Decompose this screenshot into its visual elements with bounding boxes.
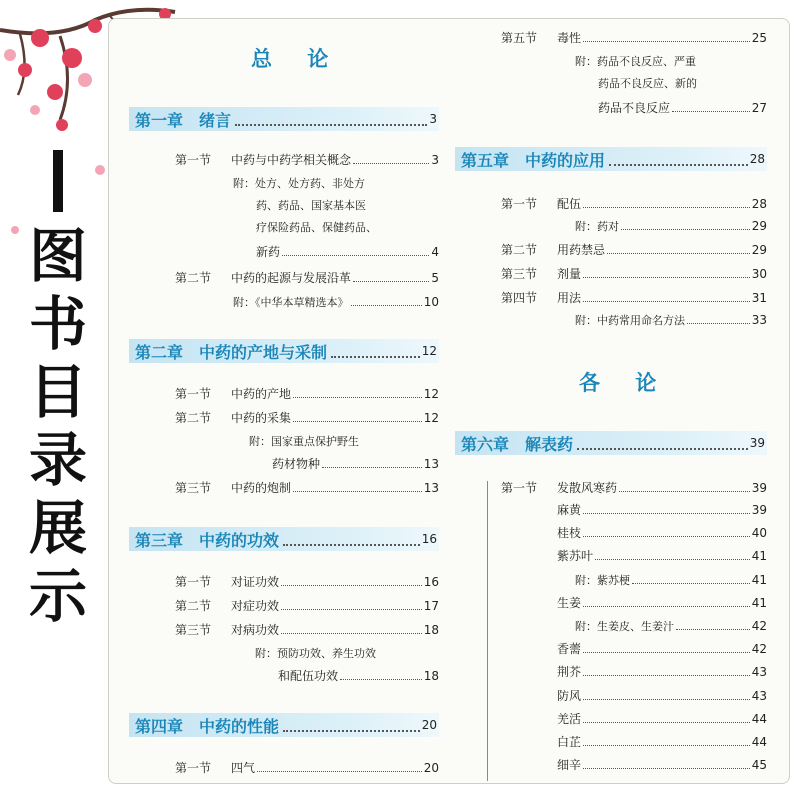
section-number: 第三节 — [175, 623, 212, 637]
page-number: 42 — [751, 619, 767, 633]
leader-dots — [353, 281, 429, 282]
chapter-page: 3 — [429, 112, 437, 126]
leader-dots — [583, 536, 750, 537]
leader-dots — [676, 629, 750, 630]
appendix-note: 附：《中华本草精选本》 — [233, 296, 349, 309]
page-number: 18 — [423, 623, 439, 637]
leader-dots — [583, 207, 750, 208]
leader-dots — [281, 633, 422, 634]
part-title-general: 总 论 — [251, 47, 343, 71]
page-number: 43 — [751, 665, 767, 680]
leader-dots — [621, 229, 750, 230]
section-title: 对病功效 — [231, 623, 280, 637]
page-number: 33 — [751, 313, 767, 327]
title-bar-decoration — [53, 150, 63, 212]
chapter-2 — [129, 339, 439, 363]
page-number: 30 — [751, 267, 767, 281]
chapter-title: 第五章 中药的应用 — [461, 150, 606, 170]
page-number: 16 — [423, 575, 439, 589]
leader-dots — [293, 491, 422, 492]
appendix-note: 药品不良反应 — [598, 101, 671, 115]
section-title: 中药的起源与发展沿革 — [231, 271, 352, 285]
section-title: 中药的产地 — [231, 387, 292, 401]
page-number: 41 — [751, 572, 767, 587]
leader-dots — [293, 421, 422, 422]
chapter-1 — [129, 107, 439, 131]
herb-name: 麻黄 — [557, 503, 582, 517]
appendix-note: 附：药品不良反应、严重 — [575, 55, 696, 68]
herb-name: 白芷 — [557, 735, 582, 749]
appendix-note: 和配伍功效 — [278, 669, 339, 683]
leader-dots — [687, 323, 750, 324]
section-title: 发散风寒药 — [557, 481, 618, 495]
toc-entry — [575, 311, 767, 329]
page-number: 18 — [423, 669, 439, 683]
toc-entry — [175, 759, 439, 777]
toc-entry — [575, 217, 767, 235]
section-number: 第二节 — [175, 271, 212, 285]
chapter-title: 第四章 中药的性能 — [135, 716, 280, 736]
herb-entry — [557, 594, 767, 612]
herb-name: 荆芥 — [557, 665, 582, 680]
leader-dots — [595, 559, 750, 560]
herb-entry — [557, 756, 767, 774]
leader-dots — [672, 111, 750, 112]
appendix-note: 附：中药常用命名方法 — [575, 314, 685, 327]
herb-entry — [557, 687, 767, 705]
page-number: 25 — [751, 31, 767, 45]
page-number: 29 — [751, 219, 767, 233]
side-title — [28, 150, 88, 630]
toc-entry — [272, 455, 439, 473]
section-number: 第一节 — [175, 387, 212, 401]
toc-entry — [175, 385, 439, 403]
leader-dots — [577, 436, 748, 450]
page-number: 17 — [423, 599, 439, 613]
appendix-note: 新药 — [256, 245, 281, 259]
herb-appendix-entry — [575, 617, 767, 635]
section-title: 中药的炮制 — [231, 481, 292, 495]
section-title: 用法 — [557, 291, 582, 305]
toc-entry — [501, 241, 767, 259]
section-number: 第二节 — [175, 411, 212, 425]
leader-dots — [282, 255, 429, 256]
leader-dots — [235, 112, 427, 126]
leader-dots — [283, 532, 420, 546]
leader-dots — [283, 718, 420, 732]
appendix-note: 附：药对 — [575, 220, 619, 233]
toc-entry — [233, 293, 439, 311]
page-number: 45 — [751, 758, 767, 773]
toc-entry — [175, 621, 439, 639]
chapter-page: 12 — [421, 344, 437, 358]
section-number: 第一节 — [501, 481, 538, 495]
section-number: 第五节 — [501, 31, 538, 45]
leader-dots — [609, 152, 748, 166]
page-number: 40 — [751, 526, 767, 541]
toc-entry — [501, 265, 767, 283]
leader-dots — [331, 344, 420, 358]
leader-dots — [583, 277, 750, 278]
section-number: 第三节 — [501, 267, 538, 281]
herb-name: 防风 — [557, 688, 582, 703]
herb-name: 细辛 — [557, 758, 582, 773]
column-divider — [487, 481, 488, 781]
appendix-note: 附：国家重点保护野生 — [249, 435, 359, 448]
chapter-title: 第三章 中药的功效 — [135, 530, 280, 550]
herb-name: 羌活 — [557, 711, 582, 726]
side-title-char: 展 — [28, 494, 87, 562]
page-number: 12 — [423, 411, 439, 425]
page-number: 13 — [423, 457, 439, 471]
leader-dots — [281, 609, 422, 610]
page-number: 31 — [751, 291, 767, 305]
leader-dots — [583, 606, 750, 607]
chapter-4 — [129, 713, 439, 737]
page-number: 3 — [431, 153, 439, 167]
page-number: 10 — [423, 295, 439, 309]
chapter-3 — [129, 527, 439, 551]
toc-entry — [501, 479, 767, 497]
leader-dots — [583, 745, 750, 746]
page-number: 5 — [431, 271, 439, 285]
leader-dots — [619, 491, 750, 492]
page-number: 4 — [431, 245, 439, 259]
toc-entry — [598, 99, 767, 117]
page-number: 44 — [751, 735, 767, 749]
toc-entry — [501, 195, 767, 213]
page-number: 39 — [751, 481, 767, 495]
section-number: 第二节 — [175, 599, 212, 613]
section-number: 第四节 — [501, 291, 538, 305]
leader-dots — [583, 513, 750, 514]
side-title-char: 目 — [28, 358, 87, 426]
herb-name: 紫苏叶 — [557, 549, 594, 564]
leader-dots — [583, 652, 750, 653]
section-title: 用药禁忌 — [557, 243, 606, 257]
side-title-char: 示 — [28, 562, 87, 630]
chapter-page: 28 — [749, 152, 765, 166]
chapter-6 — [455, 431, 767, 455]
page-number: 27 — [751, 101, 767, 115]
leader-dots — [583, 722, 750, 723]
appendix-note: 疗保险药品、保健药品、 — [256, 221, 377, 234]
leader-dots — [583, 301, 750, 302]
side-title-char: 录 — [28, 426, 87, 494]
section-number: 第二节 — [501, 243, 538, 257]
section-title: 剂量 — [557, 267, 582, 281]
page-number: 42 — [751, 642, 767, 657]
toc-entry — [175, 597, 439, 615]
section-number: 第三节 — [175, 481, 212, 495]
chapter-title: 第二章 中药的产地与采制 — [135, 342, 328, 362]
herb-name: 香薷 — [557, 642, 582, 657]
appendix-note: 药、药品、国家基本医 — [256, 199, 366, 212]
leader-dots — [583, 768, 750, 769]
section-title: 四气 — [231, 761, 256, 775]
page-number: 41 — [751, 595, 767, 610]
herb-entry — [557, 640, 767, 658]
leader-dots — [583, 699, 750, 700]
section-title: 中药的采集 — [231, 411, 292, 425]
leader-dots — [632, 583, 750, 584]
page-number: 28 — [751, 197, 767, 211]
chapter-title: 第六章 解表药 — [461, 434, 574, 454]
toc-entry — [501, 29, 767, 47]
page-number: 39 — [751, 503, 767, 517]
section-title: 对证功效 — [231, 575, 280, 589]
toc-entry — [175, 409, 439, 427]
side-title-char: 图 — [28, 222, 87, 290]
page-number: 44 — [751, 711, 767, 726]
herb-name: 附：生姜皮、生姜汁 — [575, 620, 674, 633]
appendix-note: 附：处方、处方药、非处方 — [233, 177, 365, 190]
toc-entry — [175, 573, 439, 591]
toc-entry — [278, 667, 439, 685]
toc-entry — [501, 289, 767, 307]
chapter-title: 第一章 绪言 — [135, 110, 232, 130]
leader-dots — [281, 585, 422, 586]
section-number: 第一节 — [175, 575, 212, 589]
part-title-specific: 各 论 — [579, 371, 671, 395]
leader-dots — [607, 253, 750, 254]
appendix-note: 药品不良反应、新的 — [598, 77, 697, 90]
page-number: 29 — [751, 243, 767, 257]
appendix-note: 附：预防功效、养生功效 — [255, 647, 376, 660]
herb-entry — [557, 710, 767, 728]
herb-appendix-entry — [575, 571, 767, 589]
leader-dots — [340, 679, 422, 680]
section-title: 配伍 — [557, 197, 582, 211]
section-title: 毒性 — [557, 31, 582, 45]
page-number: 41 — [751, 549, 767, 564]
page-number: 13 — [423, 481, 439, 495]
herb-entry — [557, 663, 767, 681]
leader-dots — [322, 467, 422, 468]
herb-entry — [557, 547, 767, 565]
toc-page — [108, 18, 790, 784]
section-title: 中药与中药学相关概念 — [231, 153, 352, 167]
side-title-char: 书 — [28, 290, 87, 358]
chapter-page: 20 — [421, 718, 437, 732]
page-number: 20 — [423, 761, 439, 775]
leader-dots — [583, 675, 750, 676]
chapter-5 — [455, 147, 767, 171]
toc-entry — [175, 151, 439, 169]
leader-dots — [293, 397, 422, 398]
section-number: 第一节 — [175, 153, 212, 167]
appendix-note: 药材物种 — [272, 457, 321, 471]
section-number: 第一节 — [501, 197, 538, 211]
herb-entry — [557, 501, 767, 519]
herb-name: 桂枝 — [557, 526, 582, 541]
leader-dots — [257, 771, 422, 772]
page-number: 43 — [751, 688, 767, 703]
section-number: 第一节 — [175, 761, 212, 775]
herb-entry — [557, 733, 767, 751]
herb-entry — [557, 524, 767, 542]
herb-name: 生姜 — [557, 595, 582, 610]
toc-entry — [256, 243, 439, 261]
leader-dots — [583, 41, 750, 42]
leader-dots — [351, 305, 422, 306]
toc-entry — [175, 269, 439, 287]
chapter-page: 16 — [421, 532, 437, 546]
chapter-page: 39 — [749, 436, 765, 450]
herb-name: 附：紫苏梗 — [575, 573, 630, 587]
leader-dots — [353, 163, 429, 164]
page-number: 12 — [423, 387, 439, 401]
toc-entry — [175, 479, 439, 497]
section-title: 对症功效 — [231, 599, 280, 613]
